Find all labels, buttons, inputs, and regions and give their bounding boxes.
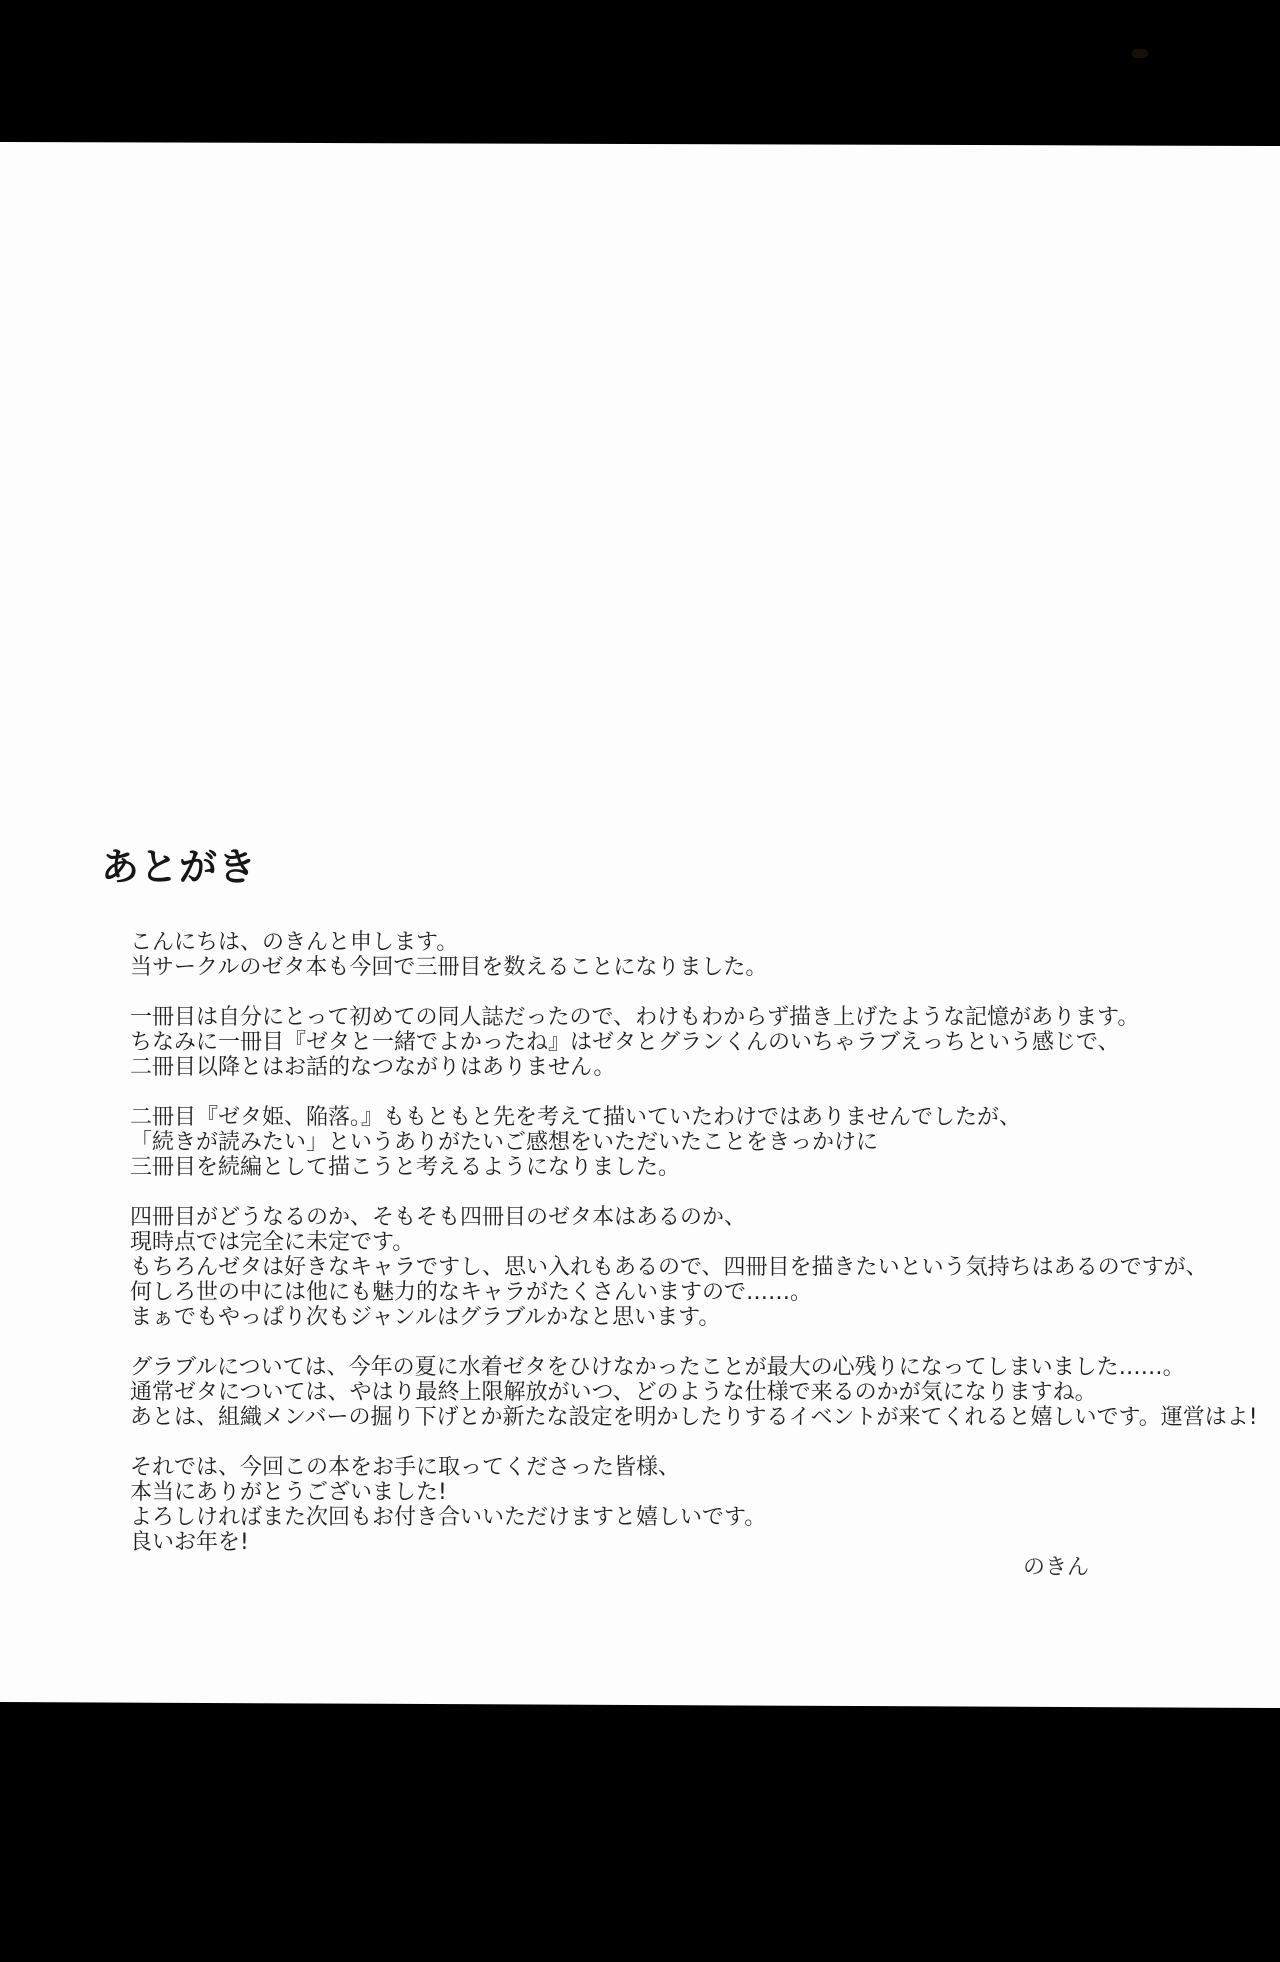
- author-signature: のきん: [1023, 1555, 1090, 1580]
- paragraph-line: よろしければまた次回もお付き合いいただけますと嬉しいです。: [130, 1505, 767, 1530]
- paragraph-line: 現時点では完全に未定です。: [130, 1230, 415, 1255]
- paragraph-line: こんにちは、のきんと申します。: [130, 930, 459, 955]
- paragraph-line: 三冊目を続編として描こうと考えるようになりました。: [130, 1155, 681, 1180]
- scan-smudge: [1132, 49, 1148, 58]
- paragraph-line: まぁでもやっぱり次もジャンルはグラブルかなと思います。: [130, 1305, 721, 1330]
- paragraph-line: それでは、今回この本をお手に取ってくださった皆様、: [130, 1455, 681, 1480]
- paragraph-line: ちなみに一冊目『ゼタと一緒でよかったね』はゼタとグランくんのいちゃラブえっちという感じで、: [130, 1030, 1120, 1055]
- paragraph-line: 本当にありがとうございました!: [130, 1480, 447, 1505]
- paragraph: [130, 1355, 1270, 1430]
- paragraph-line: 一冊目は自分にとって初めての同人誌だったので、わけもわからず描き上げたような記憶があります。: [130, 1005, 1140, 1030]
- paragraph-line: 「続きが読みたい」というありがたいご感想をいただいたことをきっかけに: [130, 1130, 879, 1155]
- page-title: あとがき: [101, 845, 258, 890]
- paragraph-line: 通常ゼタについては、やはり最終上限解放がいつ、どのような仕様で来るのかが気になりますね。: [130, 1380, 1097, 1405]
- paragraph: [130, 1005, 1270, 1080]
- paragraph-line: 二冊目『ゼタ姫、陥落。』ももともと先を考えて描いていたわけではありませんでしたが、: [130, 1105, 1022, 1130]
- paragraph-line: 良いお年を!: [130, 1530, 249, 1555]
- afterword-text: [130, 930, 1270, 1580]
- paragraph-line: 当サークルのゼタ本も今回で三冊目を数えることになりました。: [130, 955, 768, 980]
- paragraph: [130, 930, 1270, 980]
- paragraph-line: あとは、組織メンバーの掘り下げとか新たな設定を明かしたりするイベントが来てくれると嬉しいです。運営はよ!: [130, 1405, 1258, 1430]
- paragraph: [130, 1105, 1270, 1180]
- paragraph-line: もちろんゼタは好きなキャラですし、思い入れもあるので、四冊目を描きたいという気持ちはあるのですが、: [130, 1255, 1208, 1280]
- paragraph-line: グラブルについては、今年の夏に水着ゼタをひけなかったことが最大の心残りになってしまいました……。: [130, 1355, 1185, 1380]
- paragraph: [130, 1205, 1270, 1330]
- paragraph: [130, 1455, 1270, 1555]
- paragraph-line: 二冊目以降とはお話的なつながりはありません。: [130, 1055, 616, 1080]
- paragraph-line: 何しろ世の中には他にも魅力的なキャラがたくさんいますので……。: [130, 1280, 813, 1305]
- paragraph-line: 四冊目がどうなるのか、そもそも四冊目のゼタ本はあるのか、: [130, 1205, 747, 1230]
